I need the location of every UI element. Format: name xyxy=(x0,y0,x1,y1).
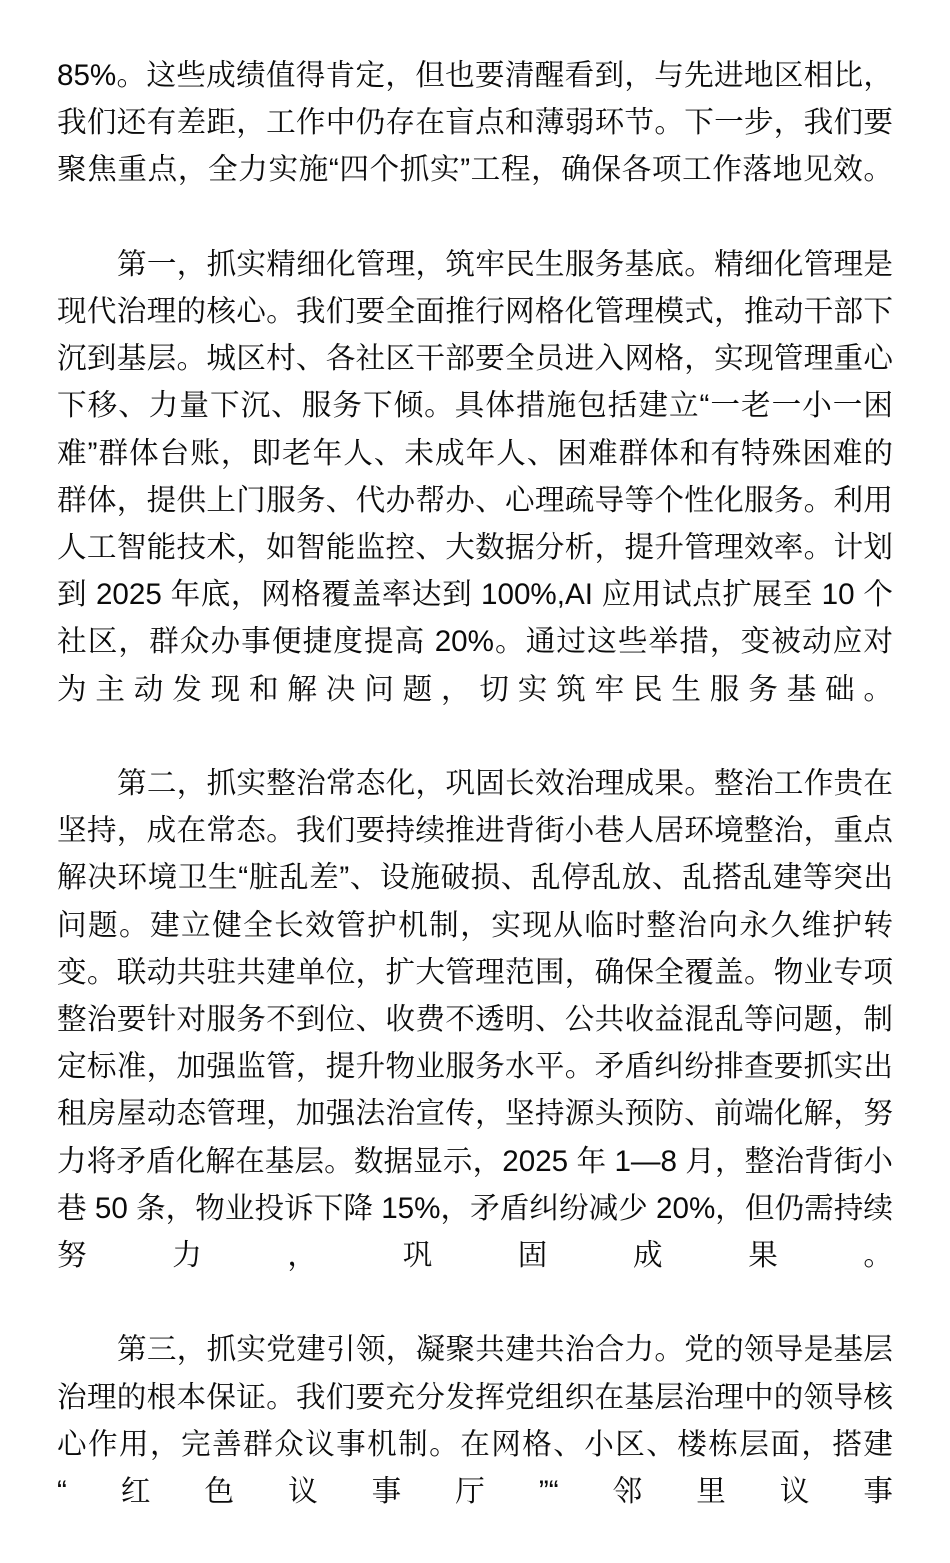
body-paragraph: 85%。这些成绩值得肯定，但也要清醒看到，与先进地区相比，我们还有差距，工作中仍存在盲点和薄弱环节。下一步，我们要聚焦重点，全力实施“四个抓实”工程，确保各项工作落地见效。 xyxy=(57,59,893,187)
body-paragraph: 第三，抓实党建引领，凝聚共建共治合力。党的领导是基层治理的根本保证。我们要充分发挥党组织在基层治理中的领导核心作用，完善群众议事机制。在网格、小区、楼栋层面，搭建“红色议事厅”“邻里议事 xyxy=(57,1333,893,1509)
document-body xyxy=(57,52,893,1563)
body-paragraph: 第一，抓实精细化管理，筑牢民生服务基底。精细化管理是现代治理的核心。我们要全面推行网格化管理模式，推动干部下沉到基层。城区村、各社区干部要全员进入网格，实现管理重心下移、力量下沉、服务下倾。具体措施包括建立“一老一小一困难”群体台账，即老年人、未成年人、困难群体和有特殊困难的群体，提供上门服务、代办帮办、心理疏导等个性化服务。利用人工智能技术，如智能监控、大数据分析，提升管理效率。计划到 2025 年底，网格覆盖率达到 100%,AI 应用试点扩展至 10 个社区，群众办事便捷度提高 20%。通过这些举措，变被动应对为主动发现和解决问题，切实筑牢民生服务基础。 xyxy=(57,247,893,706)
body-paragraph: 第二，抓实整治常态化，巩固长效治理成果。整治工作贵在坚持，成在常态。我们要持续推进背街小巷人居环境整治，重点解决环境卫生“脏乱差”、设施破损、乱停乱放、乱搭乱建等突出问题。建立健全长效管护机制，实现从临时整治向永久维护转变。联动共驻共建单位，扩大管理范围，确保全覆盖。物业专项整治要针对服务不到位、收费不透明、公共收益混乱等问题，制定标准，加强监管，提升物业服务水平。矛盾纠纷排查要抓实出租房屋动态管理，加强法治宣传，坚持源头预防、前端化解，努力将矛盾化解在基层。数据显示，2025 年 1—8 月，整治背街小巷 50 条，物业投诉下降 15%，矛盾纠纷减少 20%，但仍需持续努力，巩固成果。 xyxy=(57,767,893,1273)
